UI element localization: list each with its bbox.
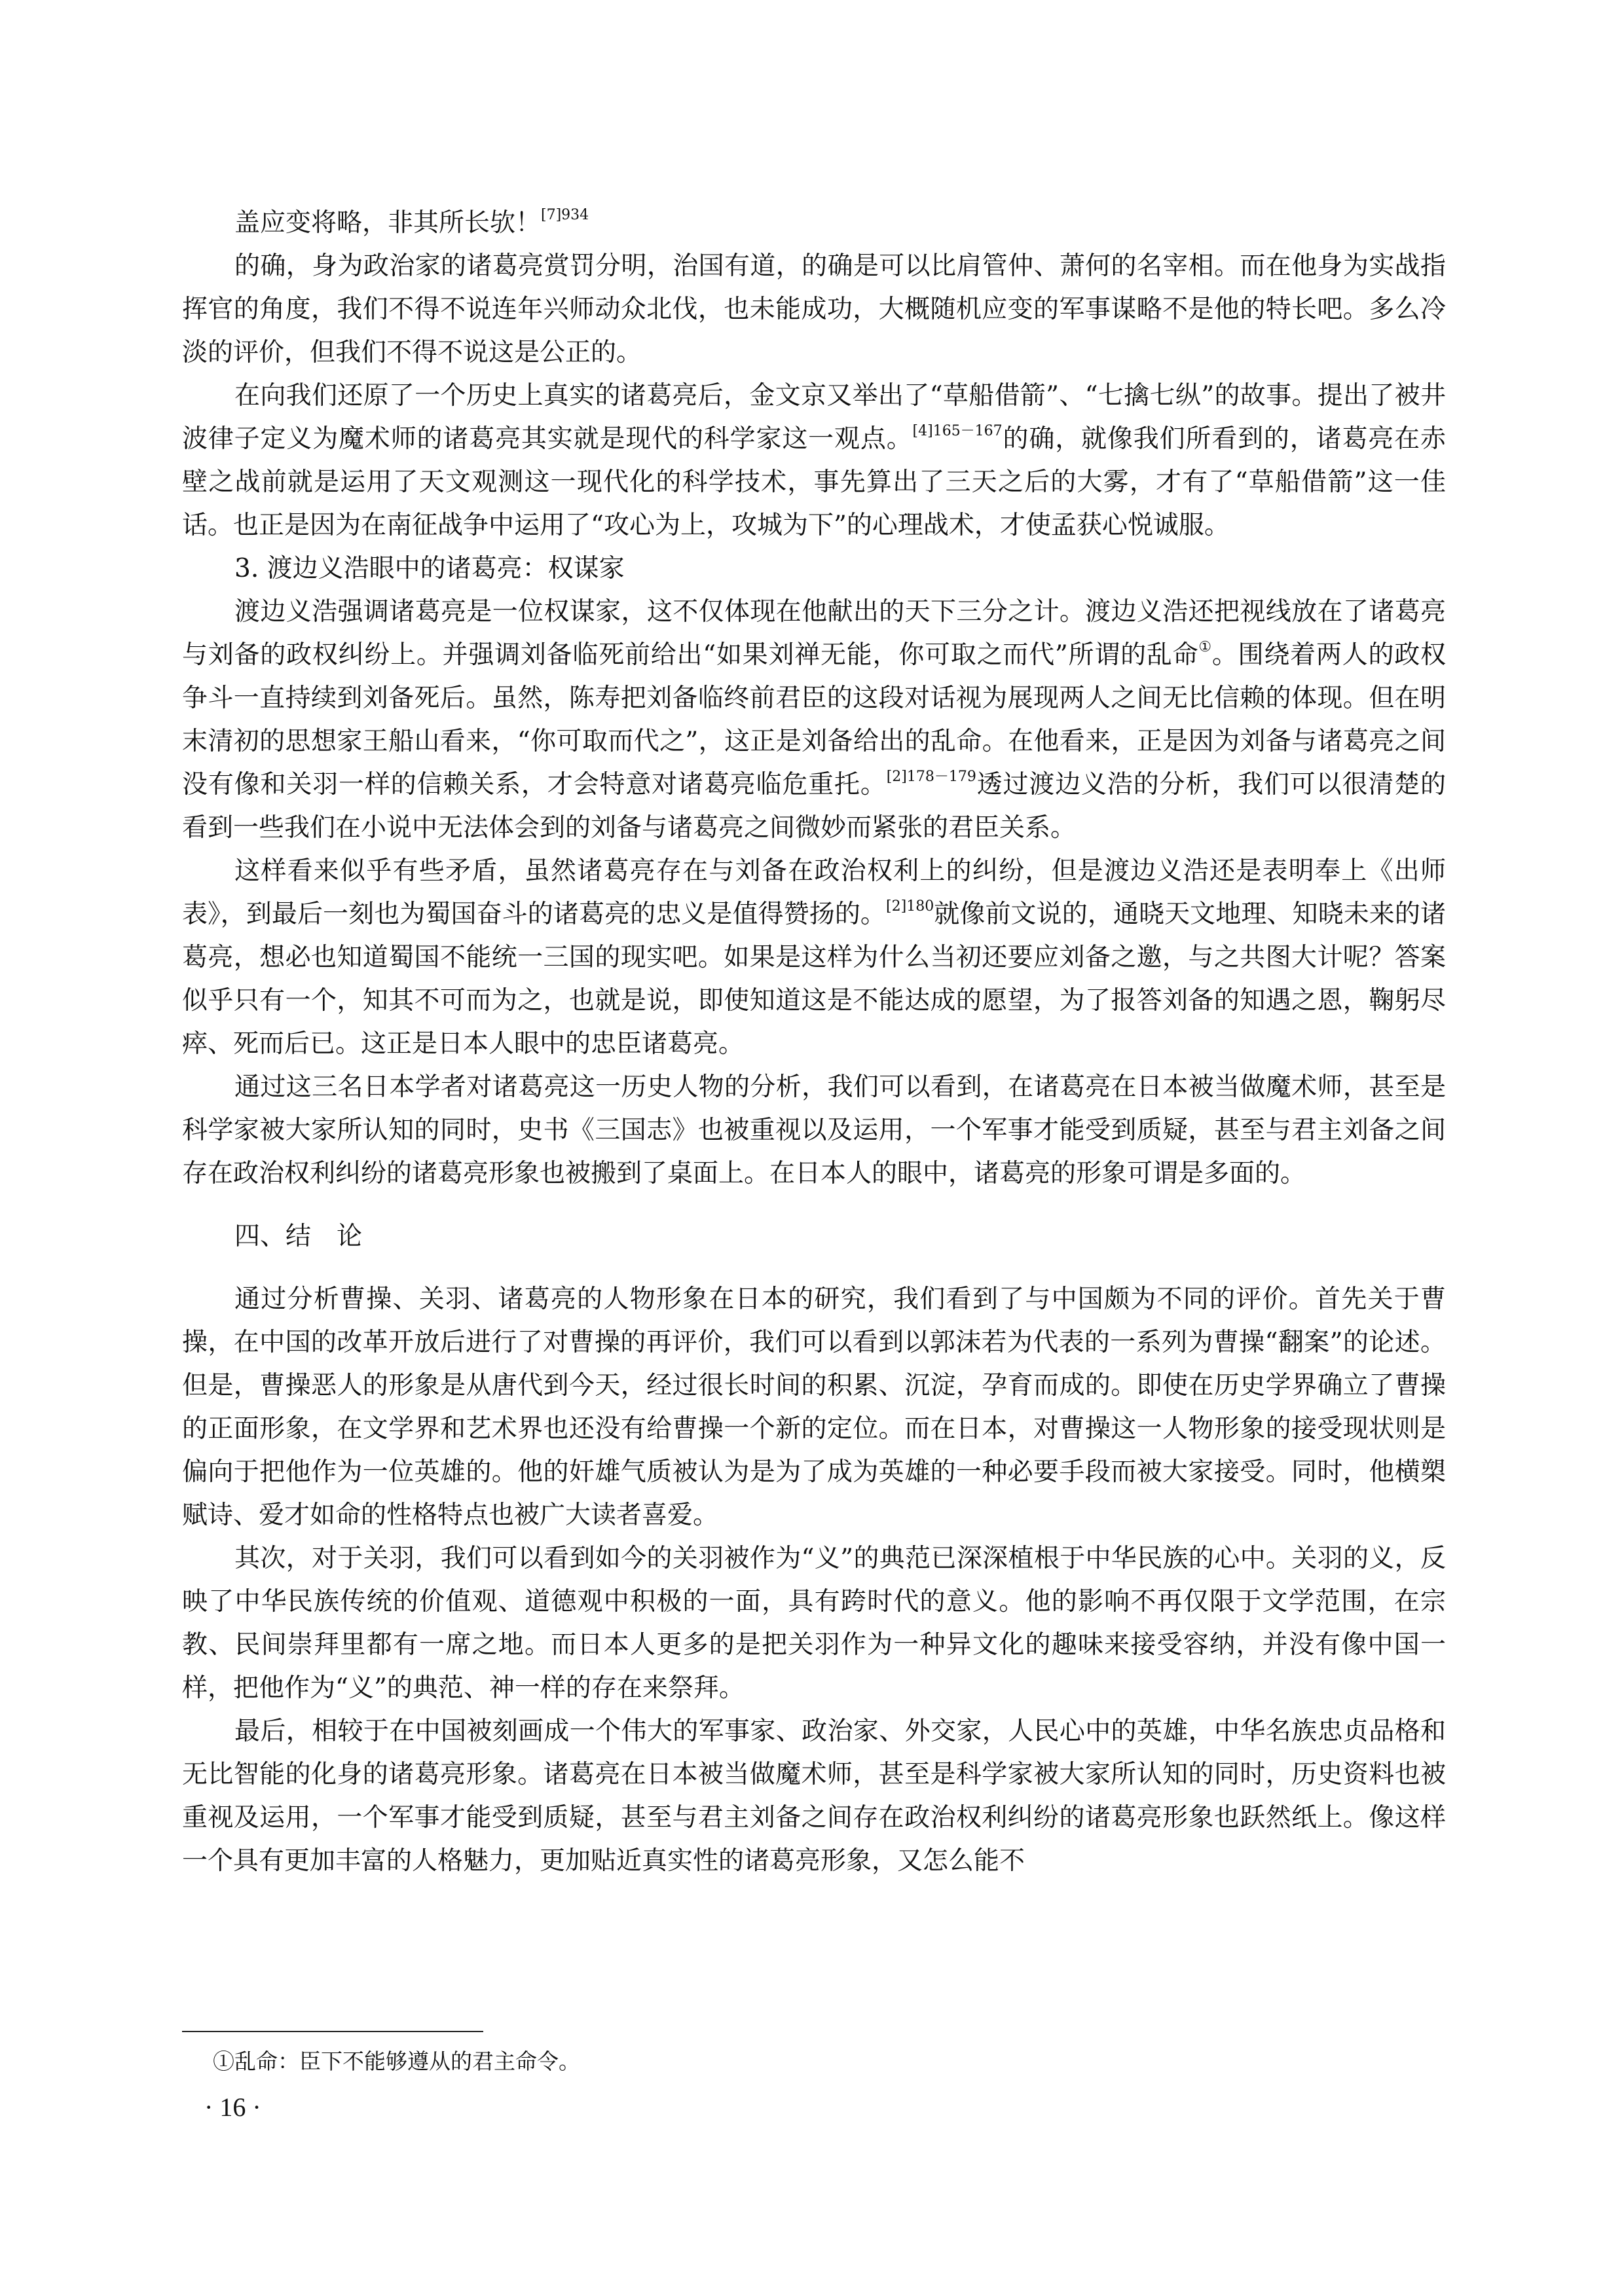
citation: [7]934 xyxy=(541,207,589,223)
body-text xyxy=(182,202,1446,1883)
citation: [2]180 xyxy=(886,898,934,915)
paragraph: 的确，身为政治家的诸葛亮赏罚分明，治国有道，的确是可以比肩管仲、萧何的名宰相。而在他身为实战指挥官的角度，我们不得不说连年兴师动众北伐，也未能成功，大概随机应变的军事谋略不是他的特长吧。多么冷淡的评价，但我们不得不说这是公正的。 xyxy=(182,251,1446,367)
paragraph: 其次，对于关羽，我们可以看到如今的关羽被作为“义”的典范已深深植根于中华民族的心中。关羽的义，反映了中华民族传统的价值观、道德观中积极的一面，具有跨时代的意义。他的影响不再仅限于文学范围，在宗教、民间崇拜里都有一席之地。而日本人更多的是把关羽作为一种异文化的趣味来接受容纳，并没有像中国一样，把他作为“义”的典范、神一样的存在来祭拜。 xyxy=(182,1544,1446,1703)
section-heading: 四、结 论 xyxy=(234,1222,363,1251)
paragraph: 在向我们还原了一个历史上真实的诸葛亮后，金文京又举出了“草船借箭”、“七擒七纵”的故事。提出了被井波律子定义为魔术师的诸葛亮其实就是现代的科学家这一观点。$^{[4]165-167}$的确，就像我们所看到的，诸葛亮在赤壁之战前就是运用了天文观测这一现代化的科学技术，事先算出了三天之后的大雾，才有了“草船借箭”这一佳话。也正是因为在南征战争中运用了“攻心为上，攻城为下”的心理战术，才使孟获心悦诚服。 xyxy=(182,381,1446,540)
footnote-divider xyxy=(182,2031,483,2032)
paragraph: 通过分析曹操、关羽、诸葛亮的人物形象在日本的研究，我们看到了与中国颇为不同的评价。首先关于曹操，在中国的改革开放后进行了对曹操的再评价，我们可以看到以郭沫若为代表的一系列为曹操“翻案”的论述。但是，曹操恶人的形象是从唐代到今天，经过很长时间的积累、沉淀，孕育而成的。即使在历史学界确立了曹操的正面形象，在文学界和艺术界也还没有给曹操一个新的定位。而在日本，对曹操这一人物形象的接受现状则是偏向于把他作为一位英雄的。他的奸雄气质被认为是为了成为英雄的一种必要手段而被大家接受。同时，他横槊赋诗、爱才如命的性格特点也被广大读者喜爱。 xyxy=(182,1285,1446,1530)
paragraph: 这样看来似乎有些矛盾，虽然诸葛亮存在与刘备在政治权利上的纠纷，但是渡边义浩还是表明奉上《出师表》，到最后一刻也为蜀国奋斗的诸葛亮的忠义是值得赞扬的。$^{[2]180}$就像前文说的，通晓天文地理、知晓未来的诸葛亮，想必也知道蜀国不能统一三国的现实吧。如果是这样为什么当初还要应刘备之邀，与之共图大计呢？答案似乎只有一个，知其不可而为之，也就是说，即使知道这是不能达成的愿望，为了报答刘备的知遇之恩，鞠躬尽瘁、死而后已。这正是日本人眼中的忠臣诸葛亮。 xyxy=(182,856,1446,1059)
paragraph: 通过这三名日本学者对诸葛亮这一历史人物的分析，我们可以看到，在诸葛亮在日本被当做魔术师，甚至是科学家被大家所认知的同时，史书《三国志》也被重视以及运用，一个军事才能受到质疑，甚至与君主刘备之间存在政治权利纠纷的诸葛亮形象也被搬到了桌面上。在日本人的眼中，诸葛亮的形象可谓是多面的。 xyxy=(182,1072,1446,1188)
paragraph: 最后，相较于在中国被刻画成一个伟大的军事家、政治家、外交家，人民心中的英雄，中华名族忠贞品格和无比智能的化身的诸葛亮形象。诸葛亮在日本被当做魔术师，甚至是科学家被大家所认知的同时，历史资料也被重视及运用，一个军事才能受到质疑，甚至与君主刘备之间存在政治权利纠纷的诸葛亮形象也跃然纸上。像这样一个具有更加丰富的人格魅力，更加贴近真实性的诸葛亮形象，又怎么能不 xyxy=(182,1717,1446,1876)
footnote: ①乱命：臣下不能够遵从的君主命令。 xyxy=(213,2049,580,2074)
section-subheading: 3. 渡边义浩眼中的诸葛亮：权谋家 xyxy=(234,554,625,583)
quote-ending: 盖应变将略，非其所长欤！$^{[7]934}$ xyxy=(234,207,589,238)
footnote-marker: ① xyxy=(1198,639,1212,655)
page-number: · 16 · xyxy=(204,2092,261,2122)
citation: [2]178－179 xyxy=(886,769,976,785)
citation: [4]165－167 xyxy=(912,423,1003,439)
paragraph: 渡边义浩强调诸葛亮是一位权谋家，这不仅体现在他献出的天下三分之计。渡边义浩还把视线放在了诸葛亮与刘备的政权纠纷上。并强调刘备临死前给出“如果刘禅无能，你可取之而代”所谓的乱命①。围绕着两人的政权争斗一直持续到刘备死后。虽然，陈寿把刘备临终前君臣的这段对话视为展现两人之间无比信赖的体现。但在明末清初的思想家王船山看来，“你可取而代之”，这正是刘备给出的乱命。在他看来，正是因为刘备与诸葛亮之间没有像和关羽一样的信赖关系，才会特意对诸葛亮临危重托。$^{[2]178-179}$透过渡边义浩的分析，我们可以很清楚的看到一些我们在小说中无法体会到的刘备与诸葛亮之间微妙而紧张的君臣关系。 xyxy=(182,597,1446,843)
